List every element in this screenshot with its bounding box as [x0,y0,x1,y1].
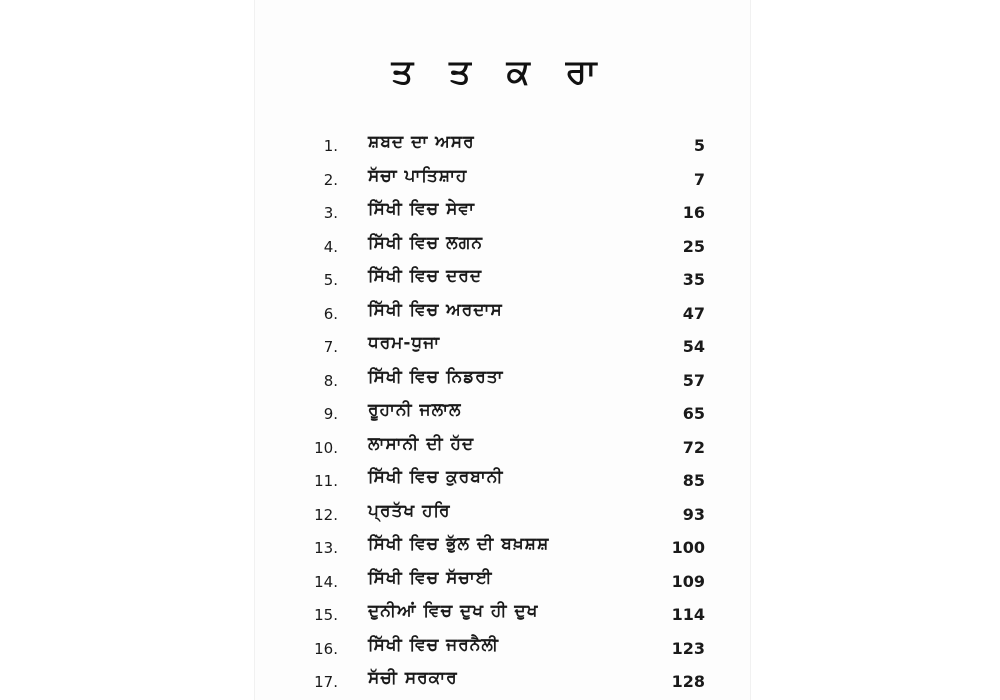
entry-number: 12. [314,505,338,524]
entry-number: 14. [314,572,338,591]
toc-entry [0,296,1000,330]
entry-title: ਸਿੱਖੀ ਵਿਚ ਭੁੱਲ ਦੀ ਬਖ਼ਸ਼ਸ਼ [368,534,550,554]
entry-page-number: 85 [682,471,705,490]
entry-number: 10. [314,438,338,457]
entry-page-number: 5 [693,136,705,155]
toc-entry [0,463,1000,497]
entry-page-number: 57 [682,370,705,390]
entry-title: ਸ਼ਬਦ ਦਾ ਅਸਰ [368,132,475,152]
toc-entry [0,262,1000,296]
toc-entry [0,430,1000,464]
entry-title: ਸੱਚੀ ਸਰਕਾਰ [368,668,458,688]
entry-title: ਪ੍ਰਤੱਖ ਹਰਿ [368,500,451,521]
entry-page-number: 109 [671,571,705,591]
entry-page-number: 65 [682,404,705,423]
toc-entry [0,497,1000,531]
entry-title: ਸਿੱਖੀ ਵਿਚ ਲਗਨ [368,232,484,253]
entry-title: ਰੂਹਾਨੀ ਜਲਾਲ [368,400,462,420]
entry-page-number: 47 [682,303,705,323]
entry-number: 7. [323,338,338,356]
toc-entry [0,530,1000,564]
entry-number: 3. [323,204,338,222]
entry-title: ਸਿੱਖੀ ਵਿਚ ਜਰਨੈਲੀ [368,634,499,655]
entry-title: ਲਾਸਾਨੀ ਦੀ ਹੱਦ [368,433,475,454]
entry-number: 13. [314,539,338,557]
table-of-contents [0,128,1000,698]
entry-title: ਸਿੱਖੀ ਵਿਚ ਅਰਦਾਸ [368,299,503,320]
entry-title: ਸਿੱਖੀ ਵਿਚ ਕੁਰਬਾਨੀ [368,467,504,487]
entry-page-number: 114 [671,605,705,624]
toc-entry [0,162,1000,196]
toc-entry [0,195,1000,229]
entry-page-number: 100 [671,538,705,557]
entry-title: ਦੁਨੀਆਂ ਵਿਚ ਦੁਖ ਹੀ ਦੁਖ [368,601,539,621]
toc-entry [0,597,1000,631]
toc-entry [0,631,1000,665]
toc-entry [0,128,1000,162]
page-title: ਤ ਤ ਕ ਰਾ [391,52,609,92]
entry-page-number: 72 [682,437,705,457]
entry-page-number: 123 [671,638,705,658]
toc-entry [0,396,1000,430]
entry-page-number: 16 [682,203,705,222]
entry-page-number: 128 [671,672,705,691]
entry-number: 8. [323,371,338,390]
entry-number: 2. [323,170,338,189]
entry-title: ਸਿੱਖੀ ਵਿਚ ਨਿਡਰਤਾ [368,366,504,387]
entry-number: 15. [314,606,338,624]
toc-entry [0,564,1000,598]
entry-number: 17. [314,673,338,691]
entry-number: 16. [314,639,338,658]
entry-number: 11. [314,472,338,490]
entry-number: 9. [323,405,338,423]
entry-page-number: 54 [682,337,705,356]
entry-page-number: 93 [682,504,705,524]
toc-entry [0,363,1000,397]
toc-entry [0,664,1000,698]
entry-title: ਧਰਮ-ਧੁਜਾ [368,333,441,353]
entry-page-number: 25 [682,236,705,256]
entry-title: ਸਿੱਖੀ ਵਿਚ ਸੱਚਾਈ [368,567,493,588]
entry-number: 4. [323,237,338,256]
entry-page-number: 35 [682,270,705,289]
toc-entry [0,329,1000,363]
entry-number: 6. [323,304,338,323]
entry-title: ਸਿੱਖੀ ਵਿਚ ਸੇਵਾ [368,199,475,219]
toc-entry [0,229,1000,263]
entry-title: ਸੱਚਾ ਪਾਤਿਸ਼ਾਹ [368,165,468,186]
entry-number: 5. [323,271,338,289]
entry-page-number: 7 [693,169,705,189]
entry-number: 1. [323,137,338,155]
entry-title: ਸਿੱਖੀ ਵਿਚ ਦਰਦ [368,266,483,286]
